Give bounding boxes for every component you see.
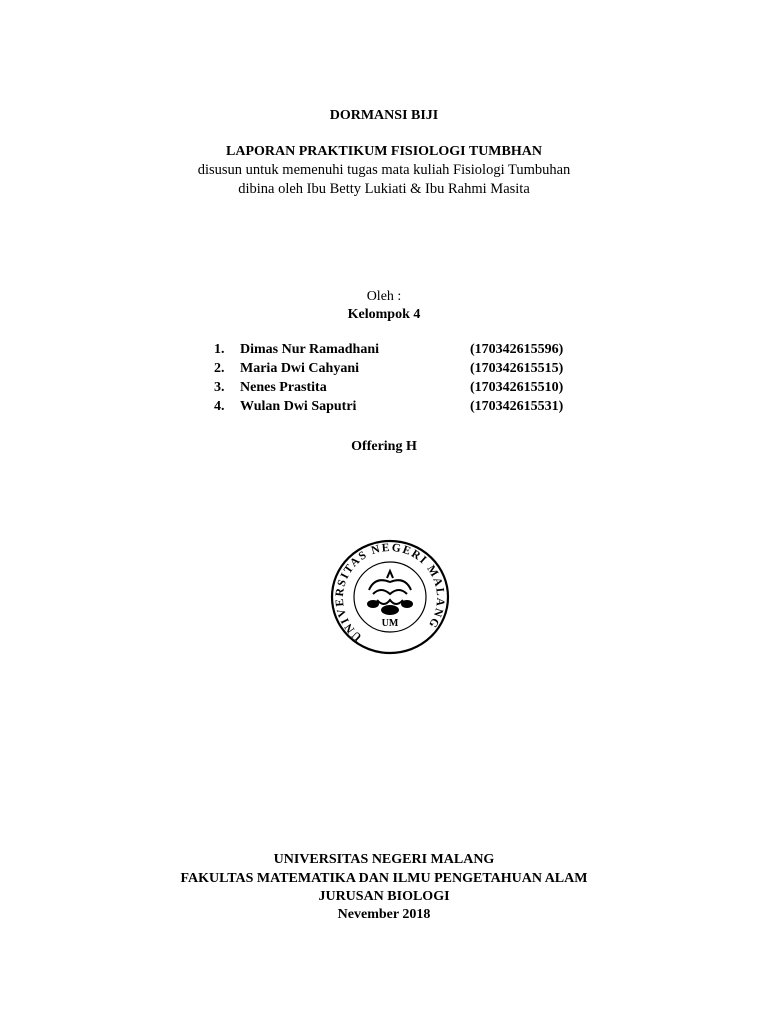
member-name: Nenes Prastita <box>240 380 327 395</box>
member-id: (170342615515) <box>470 361 564 376</box>
member-id: (170342615531) <box>470 399 564 414</box>
report-title: LAPORAN PRAKTIKUM FISIOLOGI TUMBHAN <box>226 144 542 159</box>
member-number: 2. <box>214 361 225 376</box>
member-name: Maria Dwi Cahyani <box>240 361 359 376</box>
member-id: (170342615510) <box>470 380 564 395</box>
university-seal-icon <box>329 538 451 656</box>
document-title: DORMANSI BIJI <box>329 108 439 123</box>
member-number: 3. <box>214 380 225 395</box>
course-subtitle: disusun untuk memenuhi tugas mata kuliah Fisiologi Tumbuhan <box>197 162 571 178</box>
seal-ring-text: UNIVERSITAS NEGERI MALANG <box>333 541 447 643</box>
member-name: Wulan Dwi Saputri <box>240 399 357 414</box>
footer-department: JURUSAN BIOLOGI <box>318 889 450 904</box>
footer-date: Nevember 2018 <box>337 907 431 922</box>
member-name: Dimas Nur Ramadhani <box>240 342 379 357</box>
footer-university: UNIVERSITAS NEGERI MALANG <box>273 852 495 867</box>
member-id: (170342615596) <box>470 342 564 357</box>
seal-monogram: UM <box>381 618 399 629</box>
group-name: Kelompok 4 <box>347 307 421 322</box>
member-number: 1. <box>214 342 225 357</box>
footer-faculty: FAKULTAS MATEMATIKA DAN ILMU PENGETAHUAN ALAM <box>180 871 588 886</box>
member-number: 4. <box>214 399 225 414</box>
supervisor-subtitle: dibina oleh Ibu Betty Lukiati & Ibu Rahmi Masita <box>238 181 530 197</box>
offering-label: Offering H <box>351 439 417 454</box>
by-label: Oleh : <box>366 289 402 304</box>
